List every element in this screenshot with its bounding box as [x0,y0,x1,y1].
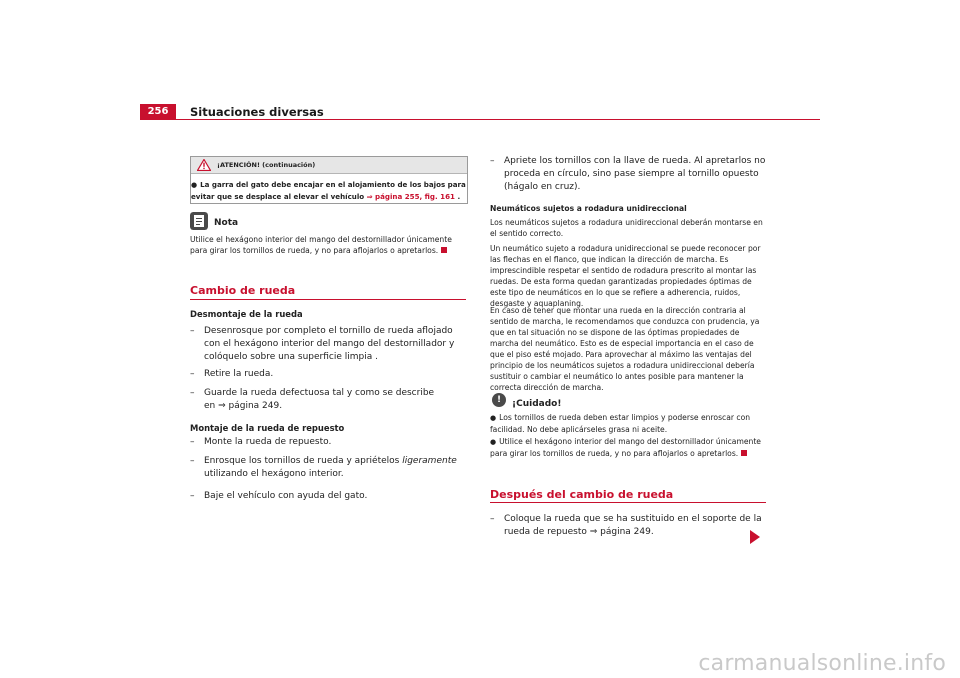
list-item-text: Coloque la rueda que se ha sustituido en el soporte de la rueda de repuesto ⇒ página 249. [504,514,762,537]
list-item [190,387,466,415]
subheading-unidireccional: Neumáticos sujetos a rodadura unidireccional [490,204,687,213]
caution-item-text: Los tornillos de rueda deben estar limpios y poderse enroscar con facilidad. No debe aplicárseles grasa ni aceite. [490,413,751,434]
note-text: Utilice el hexágono interior del mango del destornillador únicamente para girar los tornillos de rueda, y no para aflojarlos o apretarlos. [190,235,452,255]
warning-triangle-icon [197,159,211,171]
list-item-text: Desenrosque por completo el tornillo de rueda aflojado con el hexágono interior del mango del destornillador y colóquelo sobre una superficie limpia . [204,326,455,362]
list-item-text [204,455,466,481]
dash-marker: – [190,491,195,501]
note-title: Nota [214,218,239,228]
caution-title: ¡Cuidado! [512,399,562,409]
page-number: 256 [140,104,176,120]
page-header-title: Situaciones diversas [190,105,324,119]
note-icon [190,212,208,230]
list-item-text: Monte la rueda de repuesto. [204,437,332,447]
section-rule [490,502,766,503]
bullet-icon: ● [490,414,497,422]
list-item-text-emphasis: ligeramente [402,456,457,466]
warning-page-link[interactable]: ⇒ página 255, fig. 161 [366,192,455,201]
watermark: carmanualsonline.info [698,651,946,676]
end-marker-icon [441,247,447,253]
caution-icon: ! [492,393,506,407]
list-item [190,368,466,382]
next-page-arrow-icon[interactable] [750,530,760,544]
dash-marker: – [190,388,195,398]
warning-text-main: La garra del gato debe encajar en el alojamiento de los bajos para evitar que se desplace al elevar el vehículo [191,180,466,201]
list-item-text: Retire la rueda. [204,369,274,379]
bullet-icon: ● [191,181,198,189]
paragraph: Los neumáticos sujetos a rodadura unidireccional deberán montarse en el sentido correcto. [490,218,763,238]
warning-text-end: . [454,192,461,201]
dash-marker: – [190,456,195,466]
warning-box [190,156,468,204]
paragraph: Un neumático sujeto a rodadura unidireccional se puede reconocer por las flechas en el flanco, que indican la dirección de marcha. Es imprescindible respetar el sentido de rodadura prescrito al montar las ruedas. De esta forma quedan garantizadas propiedades óptimas de este tipo de neumáticos en lo que se refiere a adherencia, ruidos, desgaste y aquaplaning. [490,244,761,308]
caution-item [490,436,766,459]
dash-marker: – [190,369,195,379]
section-rule [190,299,466,300]
header-rule [140,119,820,120]
warning-box-header [191,157,467,174]
list-item [490,155,766,195]
subheading-desmontaje: Desmontaje de la rueda [190,309,303,319]
warning-title: ¡ATENCIÓN! (continuación) [217,161,316,169]
list-item [190,436,466,450]
dash-marker: – [490,156,495,166]
section-title-despues: Después del cambio de rueda [490,488,674,501]
list-item [490,513,766,541]
note-text-block [190,234,466,256]
list-item [190,490,466,504]
dash-marker: – [190,326,195,336]
list-item-text-pre: Enrosque los tornillos de rueda y apriételos [204,456,403,466]
dash-marker: – [490,514,495,524]
end-marker-icon [741,450,747,456]
section-title-cambio: Cambio de rueda [190,284,296,297]
warning-text [191,179,467,202]
list-item [190,325,466,365]
dash-marker: – [190,437,195,447]
subheading-montaje: Montaje de la rueda de repuesto [190,423,345,433]
paragraph: En caso de tener que montar una rueda en la dirección contraria al sentido de marcha, le recomendamos que conduzca con prudencia, ya que en tal situación no se dispone de las óptimas propiedades de marcha del neumático. Esto es de especial importancia en el caso de que el piso esté mojado. Para aprovechar al máximo las ventajas del principio de los neumáticos sujetos a rodadura unidireccional debería sustituir o cambiar el neumático lo antes posible para mantener la correcta dirección de marcha. [490,306,760,392]
list-item [190,455,466,483]
caution-item [490,412,766,435]
list-item-text-post: utilizando el hexágono interior. [204,469,344,479]
bullet-icon: ● [490,438,497,446]
caution-item-text: Utilice el hexágono interior del mango del destornillador únicamente para girar los tornillos de rueda, y no para aflojarlos o apretarlos. [490,437,761,458]
list-item-text: Baje el vehículo con ayuda del gato. [204,491,368,501]
list-item-text: Guarde la rueda defectuosa tal y como se describe en ⇒ página 249. [204,388,435,411]
list-item-text: Apriete los tornillos con la llave de rueda. Al apretarlos no proceda en círculo, sino pase siempre al tornillo opuesto (hágalo en cruz). [504,156,766,192]
